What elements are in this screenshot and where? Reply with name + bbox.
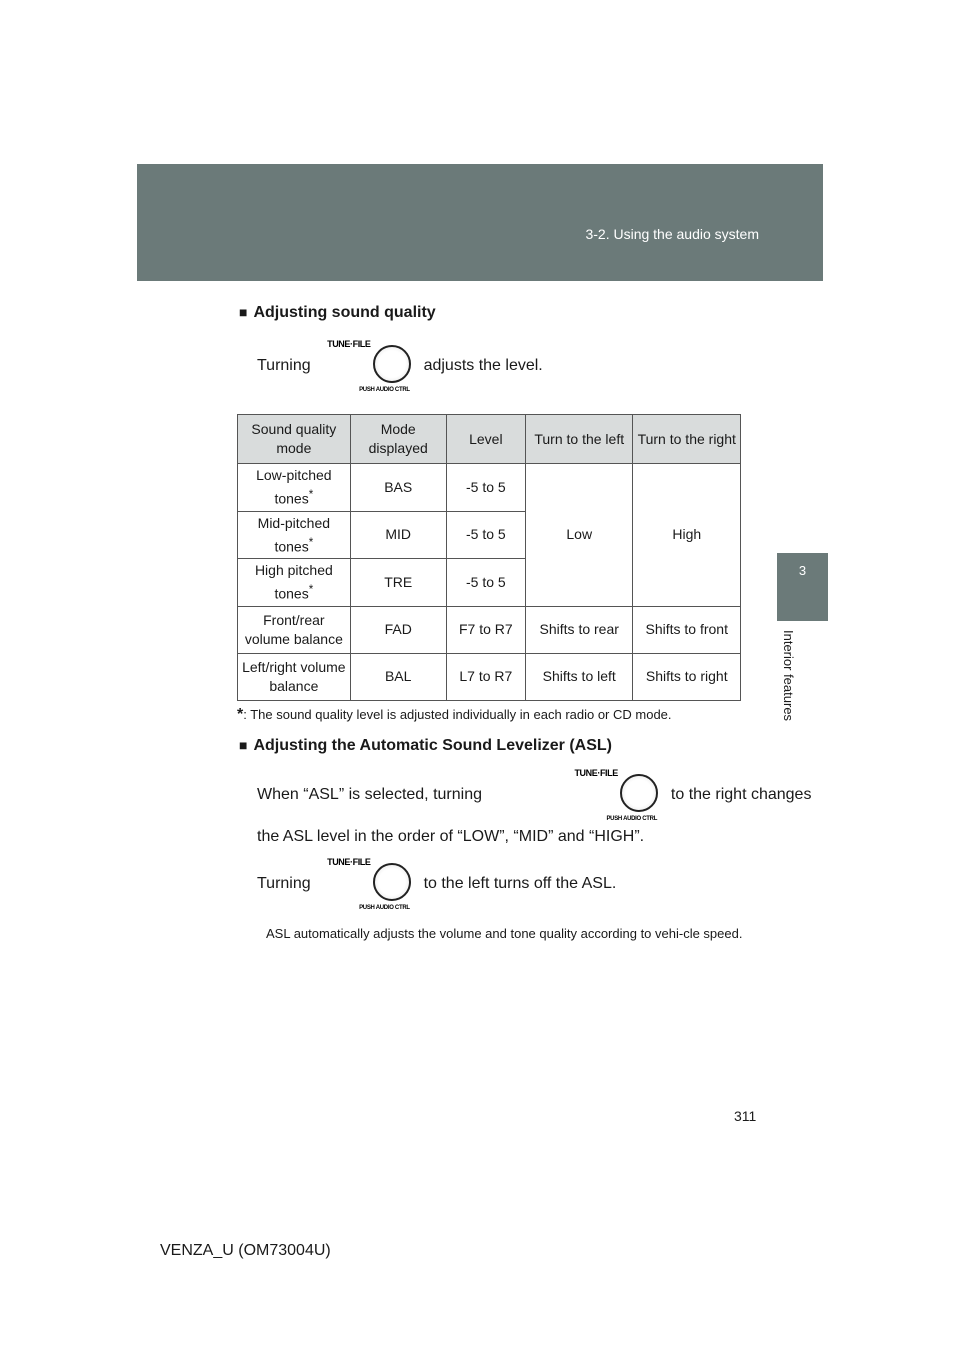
table-header-cell: Turn to the left xyxy=(526,415,633,464)
instruction-text: to the right changes xyxy=(670,786,812,804)
instruction-text: Turning xyxy=(257,357,311,375)
table-row xyxy=(238,653,741,700)
table-header-cell: Sound quality mode xyxy=(238,415,351,464)
table-cell: Shifts to front xyxy=(633,606,741,653)
asterisk-mark: * xyxy=(237,706,244,723)
knob-dial xyxy=(620,774,658,812)
table-header-row xyxy=(238,415,741,464)
knob-dial xyxy=(373,863,411,901)
table-cell: Shifts to right xyxy=(633,653,741,700)
instruction-text: When “ASL” is selected, turning xyxy=(257,786,482,804)
table-cell: MID xyxy=(350,511,446,559)
table-cell: Shifts to left xyxy=(526,653,633,700)
table-cell: -5 to 5 xyxy=(446,511,525,559)
table-cell xyxy=(238,559,351,607)
sound-quality-table xyxy=(237,414,741,701)
instruction-text: adjusts the level. xyxy=(423,357,543,375)
tune-file-knob-icon xyxy=(566,768,662,822)
table-cell xyxy=(238,511,351,559)
table-row xyxy=(238,464,741,512)
asl-instruction-line-3 xyxy=(257,857,616,911)
heading-text: Adjusting sound quality xyxy=(253,304,436,321)
chapter-number: 3 xyxy=(798,563,807,578)
table-cell: -5 to 5 xyxy=(446,464,525,512)
tune-file-knob-icon xyxy=(319,339,415,393)
table-cell: Left/right volume balance xyxy=(238,653,351,700)
asl-heading xyxy=(239,737,612,755)
chapter-tab xyxy=(777,553,828,621)
knob-top-label: TUNE·FILE xyxy=(574,768,618,778)
square-bullet-icon: ■ xyxy=(239,304,248,320)
asl-instruction-line-1 xyxy=(257,768,811,822)
asterisk-mark: * xyxy=(308,583,314,597)
table-cell: -5 to 5 xyxy=(446,559,525,607)
table-footnote: *: The sound quality level is adjusted individually in each radio or CD mode. xyxy=(237,706,672,723)
chapter-title-vertical: Interior features xyxy=(781,630,796,722)
mode-text: High pitched tones xyxy=(254,562,333,602)
chapter-header-band xyxy=(137,164,823,281)
asl-info-text: ASL automatically adjusts the volume and tone quality according to vehi-cle speed. xyxy=(266,926,743,941)
knob-dial xyxy=(373,345,411,383)
knob-bottom-label: PUSH AUDIO CTRL xyxy=(359,905,410,911)
sound-quality-heading xyxy=(239,304,436,322)
table-cell: High xyxy=(633,464,741,607)
footnote-text: The sound quality level is adjusted individually in each radio or CD mode. xyxy=(250,707,672,722)
mode-text: Mid-pitched tones xyxy=(257,514,331,555)
table-cell: BAS xyxy=(350,464,446,512)
mode-text: Low-pitched tones xyxy=(256,467,332,507)
tune-file-knob-icon xyxy=(319,857,415,911)
table-cell: F7 to R7 xyxy=(446,606,525,653)
sound-quality-instruction xyxy=(257,339,543,393)
heading-text: Adjusting the Automatic Sound Levelizer (ASL) xyxy=(253,737,612,754)
table-header-cell: Turn to the right xyxy=(633,415,741,464)
instruction-text: to the left turns off the ASL. xyxy=(423,875,617,893)
page-number: 311 xyxy=(734,1108,757,1124)
asterisk-mark: * xyxy=(308,535,314,549)
asterisk-mark: * xyxy=(308,488,314,501)
instruction-text: Turning xyxy=(257,875,311,893)
manual-footer: VENZA_U (OM73004U) xyxy=(160,1242,331,1259)
table-cell: FAD xyxy=(350,606,446,653)
knob-bottom-label: PUSH AUDIO CTRL xyxy=(359,387,410,393)
table-header-cell: Level xyxy=(446,415,525,464)
table-cell xyxy=(238,464,351,512)
square-bullet-icon: ■ xyxy=(239,737,248,753)
table-cell: TRE xyxy=(350,559,446,607)
table-cell: Low xyxy=(526,464,633,607)
knob-top-label: TUNE·FILE xyxy=(327,857,371,867)
table-row xyxy=(238,606,741,653)
table-cell: L7 to R7 xyxy=(446,653,525,700)
table-cell: Shifts to rear xyxy=(526,606,633,653)
table-cell: BAL xyxy=(350,653,446,700)
asl-instruction-line-2: the ASL level in the order of “LOW”, “MID” and “HIGH”. xyxy=(257,828,645,845)
knob-bottom-label: PUSH AUDIO CTRL xyxy=(606,816,658,822)
table-cell: Front/rear volume balance xyxy=(238,606,351,653)
section-title: 3-2. Using the audio system xyxy=(585,226,759,242)
table-header-cell: Mode displayed xyxy=(350,415,446,464)
knob-top-label: TUNE·FILE xyxy=(327,339,371,349)
